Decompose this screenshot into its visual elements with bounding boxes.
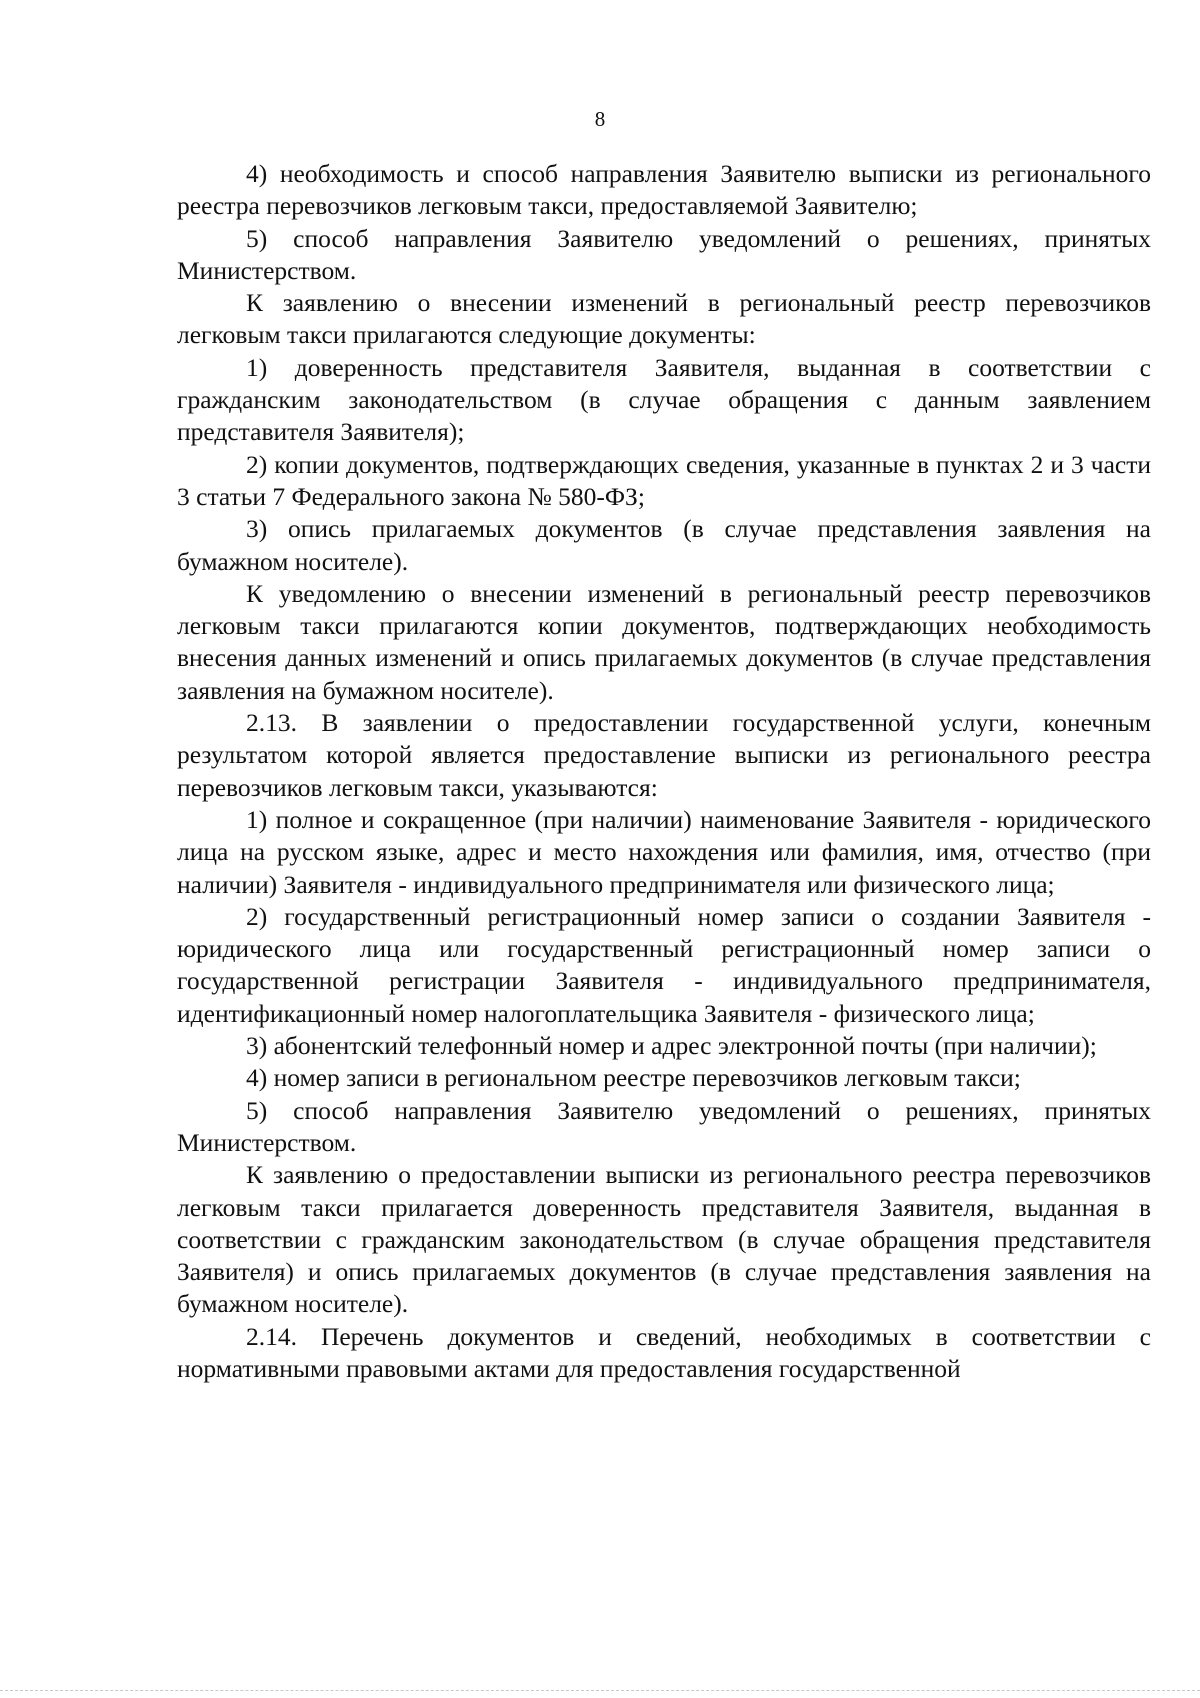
paragraph-item-5-notification-method-2: 5) способ направления Заявителю уведомлений о решениях, принятых Министерством. — [177, 1095, 1151, 1157]
scan-edge-line — [0, 1690, 1200, 1691]
paragraph-change-notice-attachments: К уведомлению о внесении изменений в региональный реестр перевозчиков легковым такси прилагаются копии документов, подтверждающих необходимость внесения данных изменений и опись прилагаемых документов (в случае представления заявления на бумажном носителе). — [177, 578, 1151, 705]
paragraph-item-5-notification-method: 5) способ направления Заявителю уведомлений о решениях, принятых Министерством. — [177, 223, 1151, 285]
paragraph-extract-application-attachments: К заявлению о предоставлении выписки из регионального реестра перевозчиков легковым такси прилагается доверенность представителя Заявителя, выданная в соответствии с гражданским законодательством (в случае обращения представителя Заявителя) и опись прилагаемых документов (в случае представления заявления на бумажном носителе). — [177, 1160, 1151, 1319]
paragraph-attachment-power-of-attorney: 1) доверенность представителя Заявителя, выданная в соответствии с гражданским законодательством (в случае обращения с данным заявлением представителя Заявителя); — [177, 352, 1151, 447]
paragraph-change-application-attachments: К заявлению о внесении изменений в региональный реестр перевозчиков легковым такси прилагаются следующие документы: — [177, 288, 1151, 350]
paragraph-item-4-registry-record: 4) номер записи в региональном реестре перевозчиков легковым такси; — [246, 1063, 1021, 1093]
paragraph-section-2-13: 2.13. В заявлении о предоставлении государственной услуги, конечным результатом которой является предоставление выписки из регионального реестра перевозчиков легковым такси, указываются: — [177, 708, 1151, 802]
paragraph-item-1-applicant-name: 1) полное и сокращенное (при наличии) наименование Заявителя - юридического лица на русском языке, адрес и место нахождения или фамилия, имя, отчество (при наличии) Заявителя - индивидуального предпринимателя или физического лица; — [177, 804, 1151, 899]
paragraph-section-2-14: 2.14. Перечень документов и сведений, необходимых в соответствии с нормативными правовыми актами для предоставления государственной — [177, 1321, 1151, 1383]
paragraph-item-3-phone-email: 3) абонентский телефонный номер и адрес электронной почты (при наличии); — [246, 1031, 1097, 1061]
page-number: 8 — [594, 107, 606, 131]
document-body — [177, 158, 1151, 1385]
paragraph-attachment-document-copies: 2) копии документов, подтверждающих сведения, указанные в пунктах 2 и 3 части 3 статьи 7 Федерального закона № 580-ФЗ; — [177, 449, 1151, 511]
paragraph-item-2-registration-number: 2) государственный регистрационный номер записи о создании Заявителя - юридического лица или государственный регистрационный номер записи о государственной регистрации Заявителя - индивидуального предпринимателя, идентификационный номер налогоплательщика Заявителя - физического лица; — [177, 901, 1151, 1028]
paragraph-attachment-inventory: 3) опись прилагаемых документов (в случае представления заявления на бумажном носителе). — [177, 514, 1151, 576]
paragraph-item-4-extract-delivery: 4) необходимость и способ направления Заявителю выписки из регионального реестра перевозчиков легковым такси, предоставляемой Заявителю; — [177, 159, 1151, 221]
